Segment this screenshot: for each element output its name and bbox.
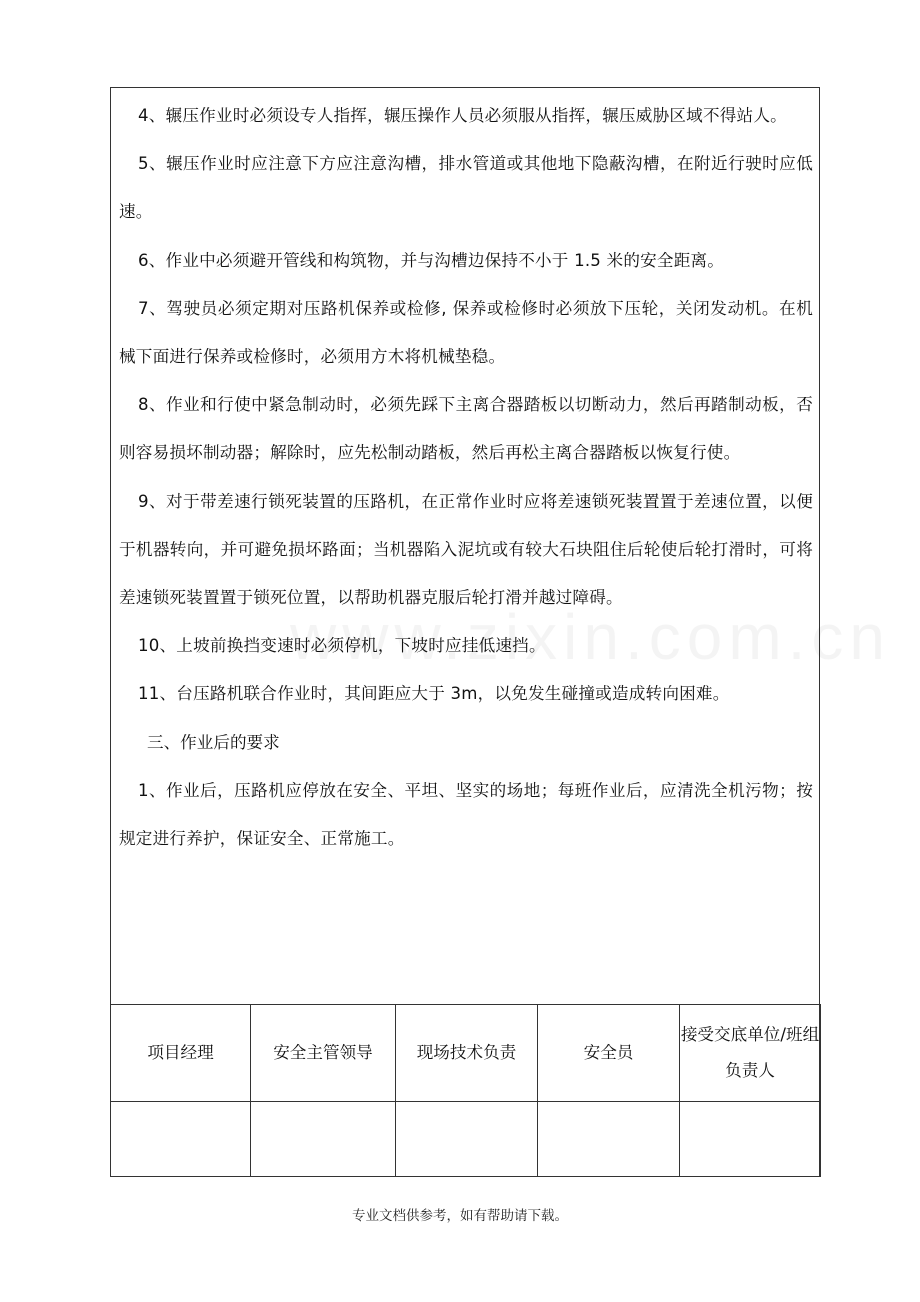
paragraph-item-4: 4、辗压作业时必须设专人指挥，辗压操作人员必须服从指挥，辗压威胁区域不得站人。 bbox=[138, 106, 787, 125]
paragraph-item-11: 11、台压路机联合作业时，其间距应大于 3m，以免发生碰撞或造成转向困难。 bbox=[138, 684, 730, 704]
paragraph-item-9: 9、对于带差速行锁死装置的压路机，在正常作业时应将差速锁死装置置于差速位置，以便于机器转向，并可避免损坏路面；当机器陷入泥坑或有较大石块阻住后轮使后轮打滑时，可将差速锁死装置置于锁死位置，以帮助机器克服后轮打滑并越过障碍。 bbox=[119, 491, 813, 608]
signature-cell-safety-supervisor bbox=[251, 1102, 396, 1177]
signature-cell-site-technical-lead bbox=[396, 1102, 538, 1177]
signature-table bbox=[110, 1004, 821, 1177]
footer-note: 专业文档供参考，如有帮助请下载。 bbox=[352, 1208, 568, 1224]
document-content bbox=[111, 88, 819, 1004]
paragraph-item-8: 8、作业和行使中紧急制动时，必须先踩下主离合器踏板以切断动力，然后再踏制动板，否则容易损坏制动器；解除时，应先松制动踏板，然后再松主离合器踏板以恢复行使。 bbox=[119, 395, 813, 463]
document-frame bbox=[110, 87, 820, 1177]
section-heading: 三、作业后的要求 bbox=[147, 732, 280, 752]
signature-blank-row bbox=[111, 1102, 821, 1177]
after-work-paragraph-1: 1、作业后，压路机应停放在安全、平坦、坚实的场地；每班作业后，应清洗全机污物；按规定进行养护，保证安全、正常施工。 bbox=[119, 780, 813, 849]
header-project-manager: 项目经理 bbox=[111, 1005, 251, 1102]
header-safety-officer: 安全员 bbox=[538, 1005, 680, 1102]
header-receiving-unit: 接受交底单位/班组负责人 bbox=[680, 1005, 821, 1102]
signature-cell-safety-officer bbox=[538, 1102, 680, 1177]
paragraph-item-6: 6、作业中必须避开管线和构筑物，并与沟槽边保持不小于 1.5 米的安全距离。 bbox=[138, 250, 725, 270]
paragraph-item-10: 10、上坡前换挡变速时必须停机，下坡时应挂低速挡。 bbox=[138, 636, 546, 656]
signature-header-row bbox=[111, 1005, 821, 1102]
header-site-technical-lead: 现场技术负责 bbox=[396, 1005, 538, 1102]
paragraph-item-7: 7、驾驶员必须定期对压路机保养或检修, 保养或检修时必须放下压轮，关闭发动机。在机械下面进行保养或检修时，必须用方木将机械垫稳。 bbox=[119, 298, 813, 367]
header-safety-supervisor: 安全主管领导 bbox=[251, 1005, 396, 1102]
signature-cell-receiving-unit bbox=[680, 1102, 821, 1177]
signature-cell-project-manager bbox=[111, 1102, 251, 1177]
paragraph-item-5: 5、辗压作业时应注意下方应注意沟槽，排水管道或其他地下隐蔽沟槽，在附近行驶时应低速。 bbox=[119, 154, 813, 222]
